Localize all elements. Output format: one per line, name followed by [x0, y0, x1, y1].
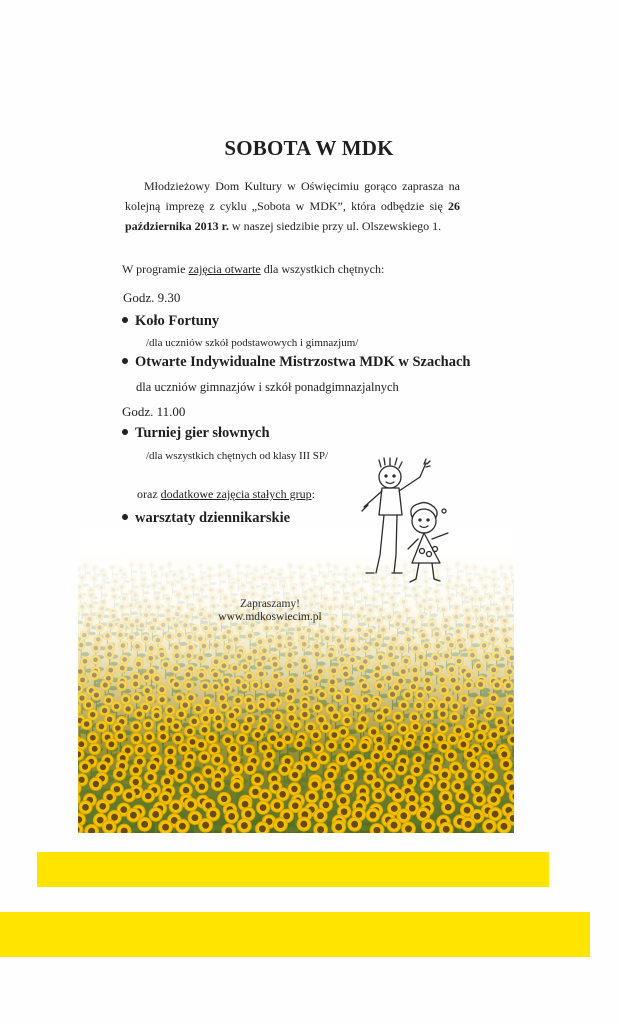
time-label-2: Godz. 11.00	[122, 404, 186, 419]
bullet-icon	[122, 358, 128, 364]
list-item-event-4	[122, 510, 290, 527]
list-item-event-3	[122, 425, 270, 442]
website-link[interactable]: www.mdkoswiecim.pl	[218, 611, 322, 623]
event-2-title: Otwarte Indywidualne Mistrzostwa MDK w Szachach	[135, 354, 471, 370]
time-label-1: Godz. 9.30	[123, 290, 181, 305]
bullet-icon	[122, 429, 128, 435]
event-date: 26 października 2013 r.	[125, 199, 460, 233]
program-prefix: W programie	[122, 262, 189, 276]
yellow-stripe-top	[37, 852, 549, 887]
closing-invite: Zapraszamy!	[239, 598, 301, 610]
bullet-icon	[122, 317, 128, 323]
program-suffix: dla wszystkich chętnych:	[260, 262, 385, 276]
extra-heading	[137, 487, 315, 502]
intro-text-2: w naszej siedzibie przy ul. Olszewskiego 1.	[228, 219, 442, 233]
program-heading	[122, 262, 384, 277]
boy-figure	[362, 458, 430, 573]
extra-prefix: oraz	[137, 487, 161, 501]
event-4-title: warsztaty dziennikarskie	[135, 510, 291, 526]
event-1-note: /dla uczniów szkół podstawowych i gimnazjum/	[146, 337, 359, 349]
event-2-note: dla uczniów gimnazjów i szkół ponadgimnazjalnych	[136, 380, 399, 394]
extra-underlined: dodatkowe zajęcia stałych grup	[160, 487, 312, 501]
intro-paragraph	[125, 176, 460, 236]
list-item-event-1	[122, 313, 219, 330]
closing-text	[160, 598, 380, 624]
yellow-stripe-bottom	[0, 912, 590, 957]
bullet-icon	[122, 514, 128, 520]
child-drawing-illustration	[352, 455, 464, 587]
intro-text-1: Młodzieżowy Dom Kultury w Oświęcimiu gorąco zaprasza na kolejną imprezę z cyklu „Sobota w MDK”, która odbędzie się	[125, 179, 460, 213]
event-3-title: Turniej gier słownych	[135, 425, 270, 441]
page-title: SOBOTA W MDK	[224, 136, 394, 160]
girl-figure	[408, 503, 448, 582]
extra-suffix: :	[311, 487, 315, 501]
event-1-title: Koło Fortuny	[135, 313, 220, 329]
program-underlined: zajęcia otwarte	[188, 262, 261, 276]
event-3-note: /dla wszystkich chętnych od klasy III SP/	[146, 450, 329, 462]
list-item-event-2	[122, 354, 471, 371]
